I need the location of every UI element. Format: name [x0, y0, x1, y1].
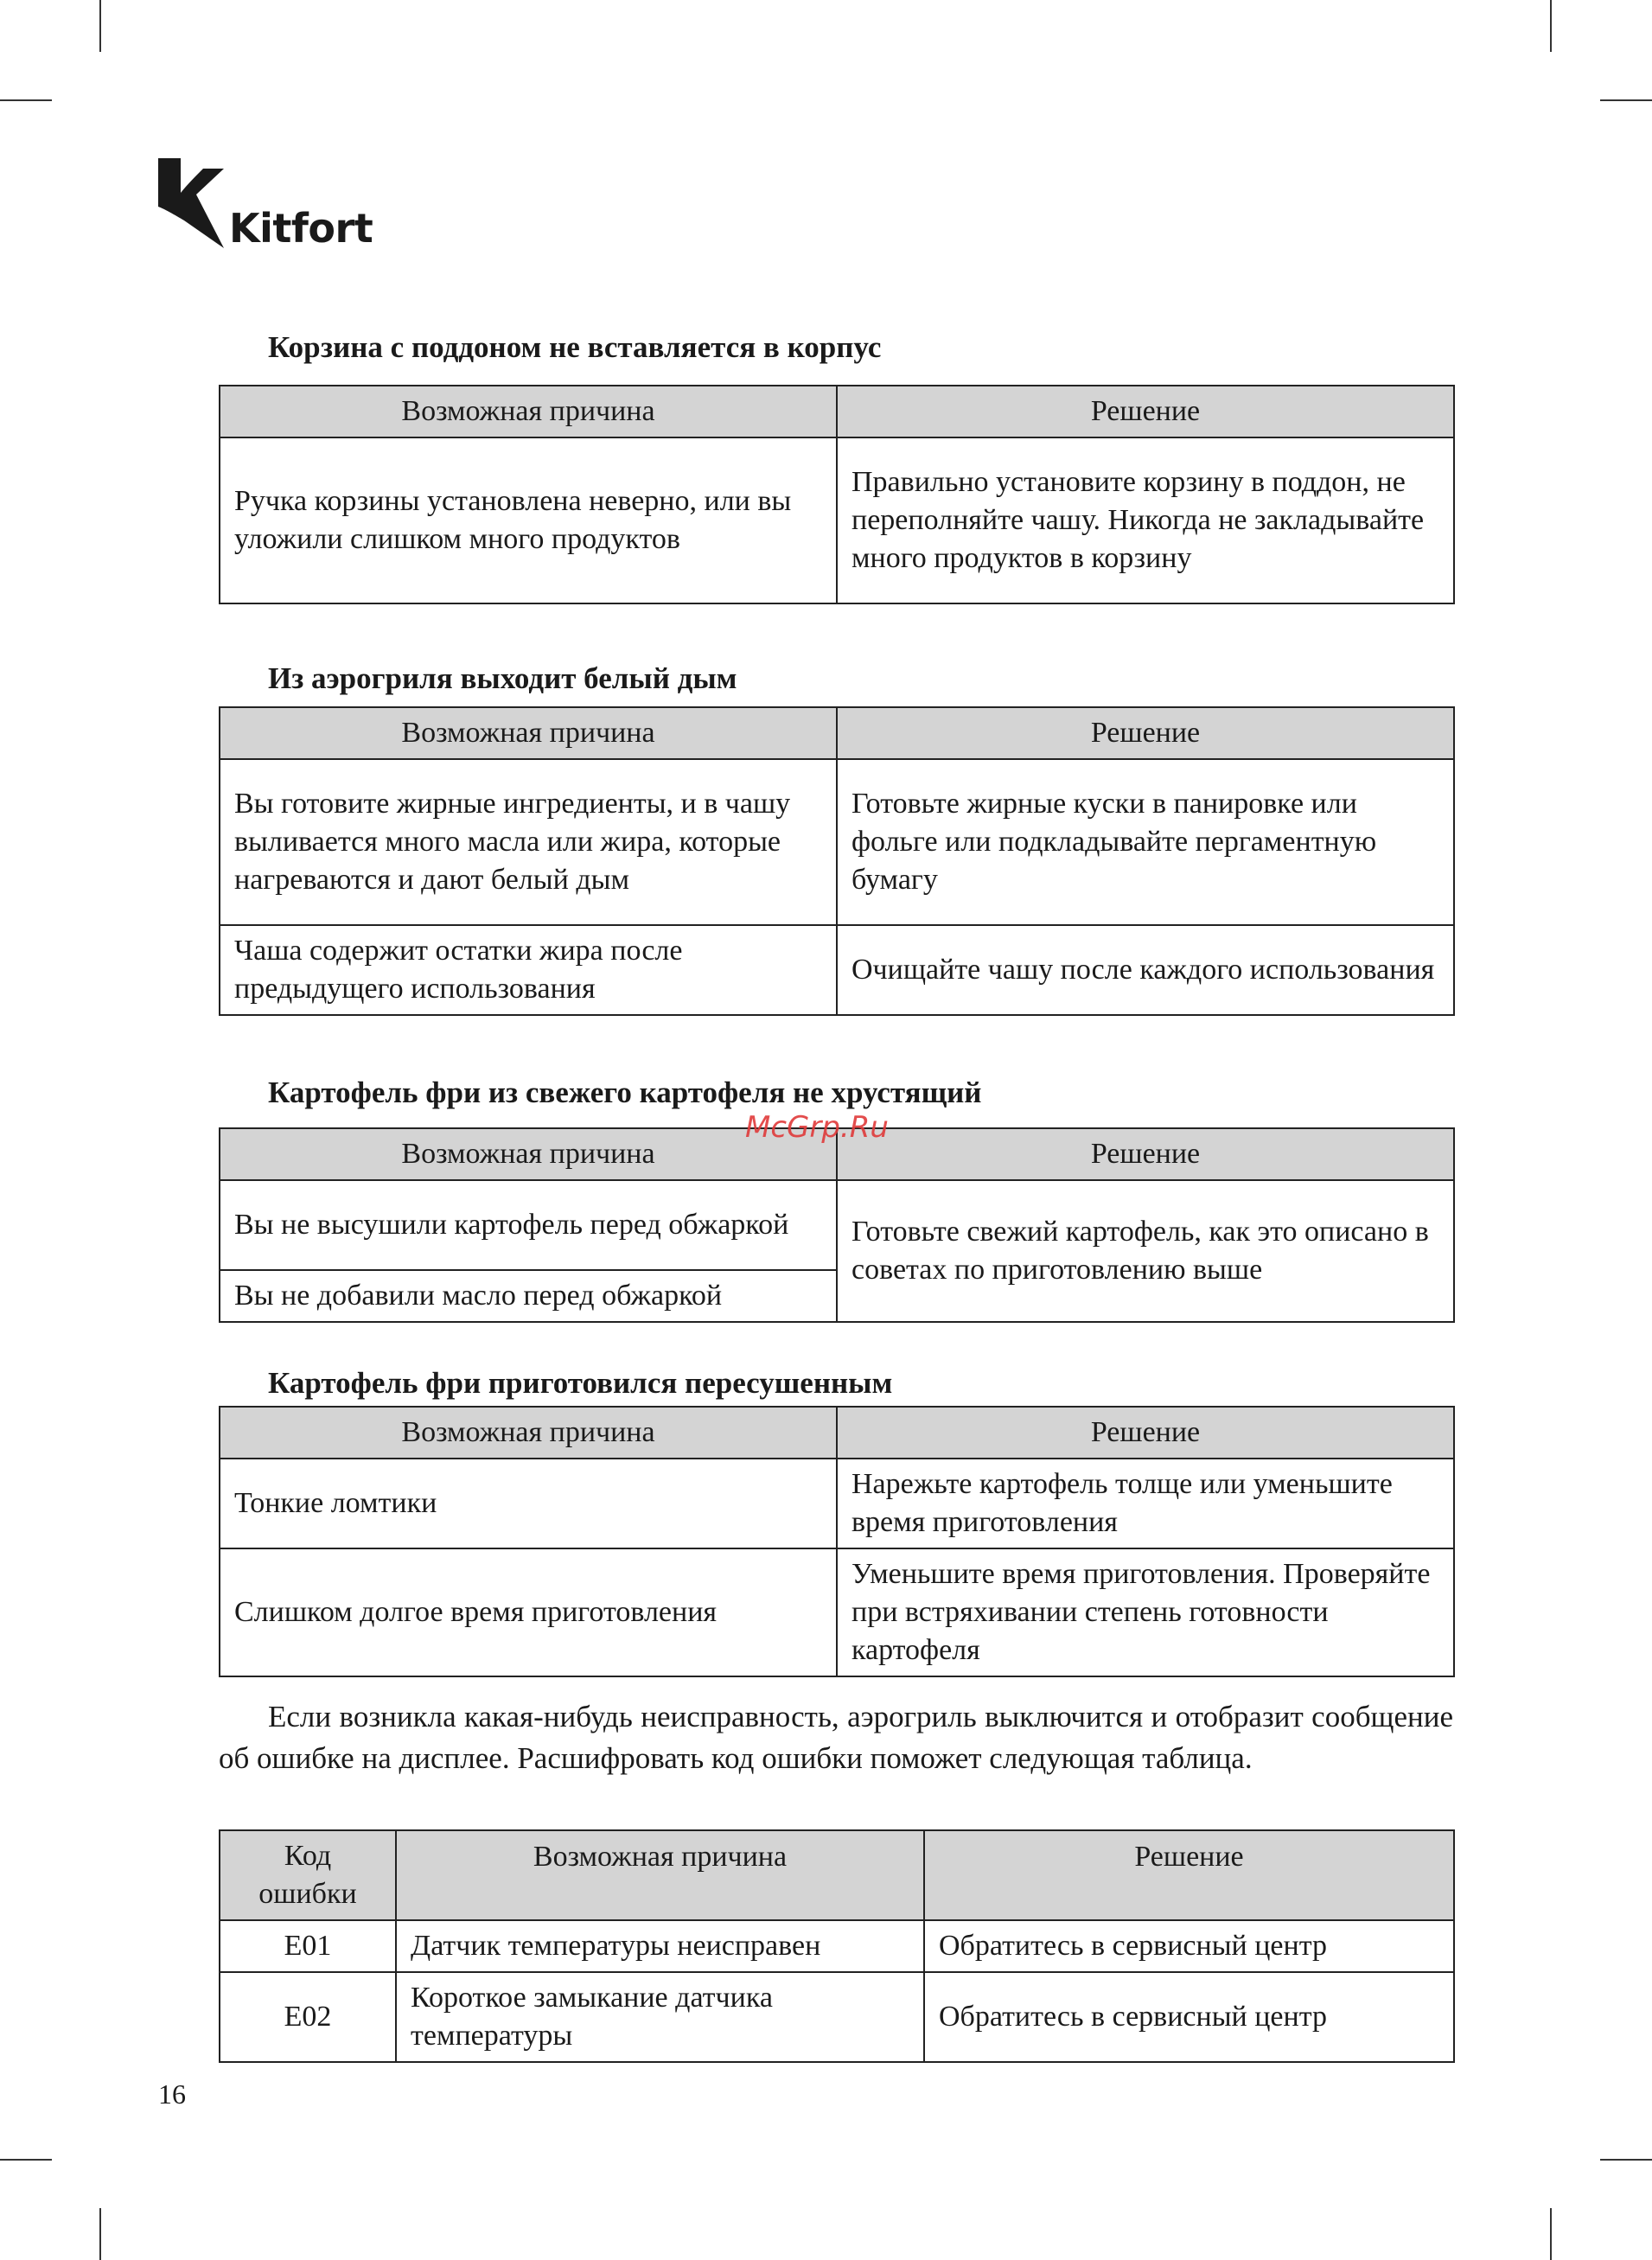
table-row [220, 1920, 1454, 1972]
page-number: 16 [158, 2078, 186, 2110]
trouble-table [219, 1127, 1455, 1323]
section-title: Корзина с поддоном не вставляется в корпус [268, 330, 882, 364]
cause-cell: Слишком долгое время приготовления [220, 1548, 837, 1676]
paragraph-text: Если возникла какая-нибудь неисправность, аэрогриль выключится и отобразит сообщение об ошибке на дисплее. Расшифровать код ошибки поможет следующая таблица. [219, 1700, 1453, 1775]
header-solution: Решение [924, 1830, 1454, 1920]
watermark: McGrp.Ru [745, 1110, 889, 1145]
table-row [220, 437, 1454, 603]
solution-cell: Уменьшите время приготовления. Проверяйте при встряхивании степень готовности картофеля [837, 1548, 1454, 1676]
section-title: Из аэрогриля выходит белый дым [268, 661, 737, 695]
crop-mark [1600, 99, 1652, 101]
cause-cell: Чаша содержит остатки жира после предыдущего использования [220, 925, 837, 1015]
error-code-cell: E02 [220, 1972, 396, 2062]
crop-mark [99, 2208, 101, 2260]
cause-cell: Вы не добавили масло перед обжаркой [220, 1270, 837, 1322]
header-cause: Возможная причина [220, 1407, 837, 1459]
solution-cell: Нарежьте картофель толще или уменьшите время приготовления [837, 1459, 1454, 1548]
error-code-cell: E01 [220, 1920, 396, 1972]
table-row [220, 759, 1454, 925]
trouble-table [219, 385, 1455, 604]
cause-cell: Вы готовите жирные ингредиенты, и в чашу выливается много масла или жира, которые нагреваются и дают белый дым [220, 759, 837, 925]
table-row [220, 1459, 1454, 1548]
header-solution: Решение [837, 1128, 1454, 1180]
cause-cell: Тонкие ломтики [220, 1459, 837, 1548]
header-solution: Решение [837, 386, 1454, 437]
table-header-row [220, 386, 1454, 437]
logo-text: Kitfort [229, 205, 373, 252]
kitfort-logo-icon [158, 158, 224, 248]
header-cause: Возможная причина [220, 707, 837, 759]
trouble-table [219, 706, 1455, 1016]
solution-cell: Очищайте чашу после каждого использования [837, 925, 1454, 1015]
trouble-table [219, 1406, 1455, 1677]
section-title: Картофель фри приготовился пересушенным [268, 1366, 893, 1400]
solution-cell: Обратитесь в сервисный центр [924, 1920, 1454, 1972]
cause-cell: Ручка корзины установлена неверно, или вы уложили слишком много продуктов [220, 437, 837, 603]
header-code: Код ошибки [220, 1830, 396, 1920]
table-row [220, 1180, 1454, 1270]
cause-cell: Короткое замыкание датчика температуры [396, 1972, 924, 2062]
crop-mark [1550, 2208, 1552, 2260]
crop-mark [99, 0, 101, 52]
header-cause: Возможная причина [220, 386, 837, 437]
crop-mark [1600, 2159, 1652, 2161]
solution-cell: Обратитесь в сервисный центр [924, 1972, 1454, 2062]
cause-cell: Датчик температуры неисправен [396, 1920, 924, 1972]
header-cause: Возможная причина [396, 1830, 924, 1920]
solution-cell: Готовьте жирные куски в панировке или фольге или подкладывайте пергаментную бумагу [837, 759, 1454, 925]
crop-mark [0, 99, 52, 101]
kitfort-logo [158, 158, 373, 252]
crop-mark [1550, 0, 1552, 52]
error-table [219, 1829, 1455, 2063]
header-cause: Возможная причина [220, 1128, 837, 1180]
section-title: Картофель фри из свежего картофеля не хрустящий [268, 1076, 982, 1109]
table-header-row [220, 1830, 1454, 1920]
table-row [220, 925, 1454, 1015]
crop-mark [0, 2159, 52, 2161]
cause-cell: Вы не высушили картофель перед обжаркой [220, 1180, 837, 1270]
header-solution: Решение [837, 707, 1454, 759]
table-header-row [220, 707, 1454, 759]
table-row [220, 1972, 1454, 2062]
table-header-row [220, 1407, 1454, 1459]
solution-cell: Готовьте свежий картофель, как это описано в советах по приготовлению выше [837, 1180, 1454, 1322]
header-solution: Решение [837, 1407, 1454, 1459]
table-row [220, 1548, 1454, 1676]
solution-cell: Правильно установите корзину в поддон, не переполняйте чашу. Никогда не закладывайте много продуктов в корзину [837, 437, 1454, 603]
intro-paragraph [219, 1696, 1453, 1779]
